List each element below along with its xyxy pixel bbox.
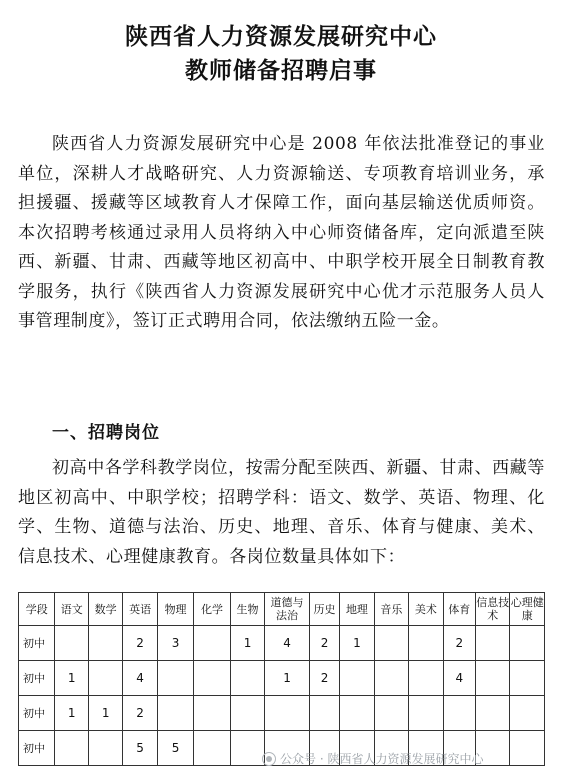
table-cell [309, 696, 339, 731]
watermark-text: 公众号 · 陕西省人力资源发展研究中心 [280, 752, 484, 766]
table-cell: 初中 [19, 661, 55, 696]
table-header-cell: 体育 [443, 593, 475, 626]
table-header-cell: 生物 [230, 593, 264, 626]
table-cell: 4 [265, 626, 310, 661]
table-cell: 5 [123, 731, 157, 766]
table-cell [409, 696, 443, 731]
table-cell [194, 731, 230, 766]
table-cell: 初中 [19, 696, 55, 731]
table-cell: 2 [123, 626, 157, 661]
table-cell: 初中 [19, 731, 55, 766]
table-header-cell: 美术 [409, 593, 443, 626]
table-cell [340, 661, 374, 696]
table-cell: 5 [157, 731, 193, 766]
table-cell: 2 [309, 626, 339, 661]
table-cell [374, 661, 408, 696]
table-cell [157, 661, 193, 696]
table-header-cell: 学段 [19, 593, 55, 626]
positions-paragraph: 初高中各学科教学岗位，按需分配至陕西、新疆、甘肃、西藏等地区初高中、中职学校；招聘学科：语文、数学、英语、物理、化学、生物、道德与法治、历史、地理、音乐、体育与健康、美术、信息技术、心理健康教育。各岗位数量具体如下： [18, 458, 545, 567]
table-cell [476, 661, 510, 696]
table-header-cell: 历史 [309, 593, 339, 626]
table-cell [409, 661, 443, 696]
table-cell: 初中 [19, 626, 55, 661]
document-title-line1: 陕西省人力资源发展研究中心 [125, 24, 437, 50]
table-cell [510, 731, 545, 766]
table-cell [88, 626, 122, 661]
table-cell: 3 [157, 626, 193, 661]
table-cell [88, 661, 122, 696]
table-header-cell: 信息技术 [476, 593, 510, 626]
table-cell [55, 731, 88, 766]
table-header-row [19, 593, 545, 626]
table-row [19, 696, 545, 731]
table-cell: 1 [55, 661, 88, 696]
intro-paragraph: 陕西省人力资源发展研究中心是 2008 年依法批准登记的事业单位，深耕人才战略研究、人力资源输送、专项教育培训业务，承担援疆、援藏等区域教育人才保障工作，面向基层输送优质师资。本次招聘考核通过录用人员将纳入中心师资储备库，定向派遣至陕西、新疆、甘肃、西藏等地区初高中、中职学校开展全日制教育教学服务，执行《陕西省人力资源发展研究中心优才示范服务人员人事管理制度》，签订正式聘用合同，依法缴纳五险一金。 [18, 134, 545, 331]
table-header-cell: 数学 [88, 593, 122, 626]
table-cell: 1 [340, 626, 374, 661]
table-cell [374, 626, 408, 661]
table-cell [230, 731, 264, 766]
table-cell [510, 661, 545, 696]
table-cell [443, 696, 475, 731]
table-cell: 2 [443, 626, 475, 661]
table-cell: 1 [265, 661, 310, 696]
wechat-official-account-icon [262, 752, 276, 766]
table-cell: 1 [88, 696, 122, 731]
table-body [19, 626, 545, 766]
table-cell [265, 696, 310, 731]
table-cell: 2 [123, 696, 157, 731]
table-cell: 2 [309, 661, 339, 696]
table-header-cell: 音乐 [374, 593, 408, 626]
document-title-line2: 教师储备招聘启事 [185, 58, 377, 84]
table-cell: 1 [55, 696, 88, 731]
table-cell: 1 [230, 626, 264, 661]
table-cell: 4 [123, 661, 157, 696]
table-cell [510, 696, 545, 731]
table-cell [476, 696, 510, 731]
table-header-cell: 语文 [55, 593, 88, 626]
table-header-cell: 地理 [340, 593, 374, 626]
positions-table [18, 592, 545, 766]
table-cell [510, 626, 545, 661]
table-header-cell: 化学 [194, 593, 230, 626]
table-cell [230, 661, 264, 696]
table-cell [55, 626, 88, 661]
table-header-cell: 心理健康 [510, 593, 545, 626]
table-header-cell: 道德与法治 [265, 593, 310, 626]
table-cell [194, 626, 230, 661]
table-header-cell: 物理 [157, 593, 193, 626]
table-cell [374, 696, 408, 731]
watermark [262, 750, 483, 767]
table-cell: 4 [443, 661, 475, 696]
table-cell [409, 626, 443, 661]
table-row [19, 626, 545, 661]
table-cell [194, 661, 230, 696]
table-cell [194, 696, 230, 731]
table-cell [476, 626, 510, 661]
table-cell [157, 696, 193, 731]
table-cell [340, 696, 374, 731]
table-cell [230, 696, 264, 731]
table-cell [88, 731, 122, 766]
table-header-cell: 英语 [123, 593, 157, 626]
table-row [19, 661, 545, 696]
section-heading-positions: 一、招聘岗位 [52, 423, 160, 443]
